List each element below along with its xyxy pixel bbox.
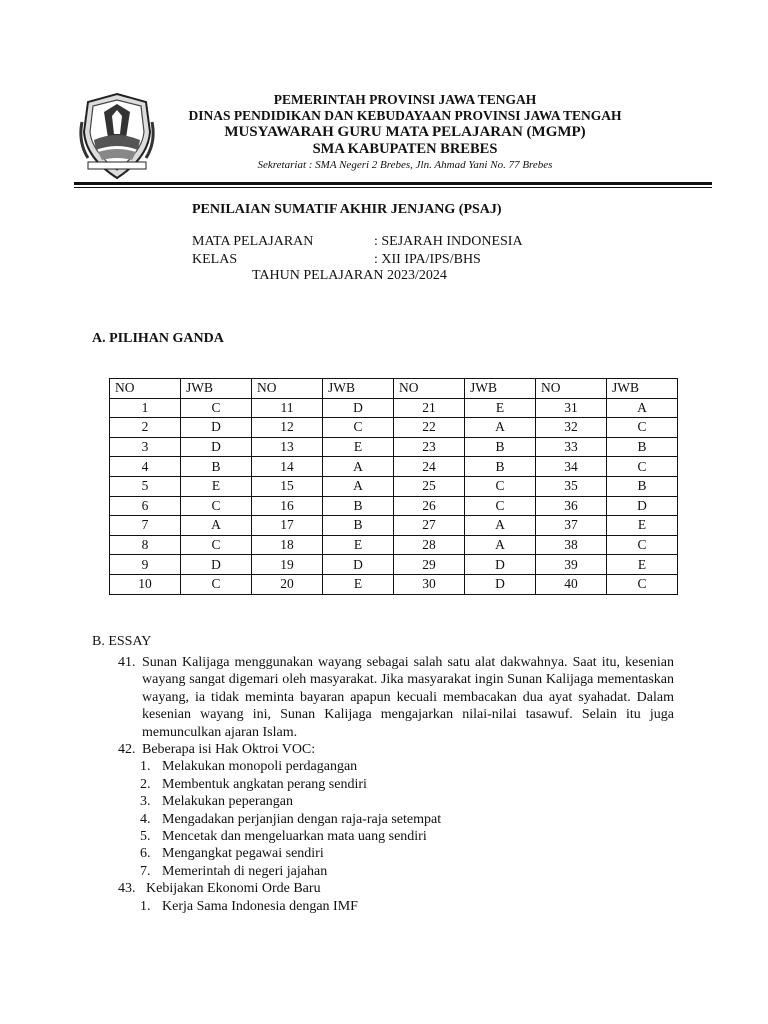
q42-answer-list xyxy=(140,758,674,880)
list-item xyxy=(140,898,674,915)
table-row xyxy=(110,496,678,516)
list-item-number: 1. xyxy=(140,898,151,914)
essay-question-43 xyxy=(118,880,674,897)
question-number-cell: 16 xyxy=(252,496,323,516)
question-number-cell: 20 xyxy=(252,574,323,594)
table-header-cell: JWB xyxy=(323,379,394,399)
question-number-cell: 1 xyxy=(110,398,181,418)
list-item-text: Melakukan monopoli perdagangan xyxy=(162,759,358,775)
answer-cell: A xyxy=(323,457,394,477)
list-item-text: Mengadakan perjanjian dengan raja-raja setempat xyxy=(162,811,442,827)
answer-cell: C xyxy=(181,496,252,516)
question-number-cell: 3 xyxy=(110,437,181,457)
list-item xyxy=(140,776,674,793)
question-number-cell: 17 xyxy=(252,516,323,536)
question-number-cell: 19 xyxy=(252,555,323,575)
question-number-cell: 36 xyxy=(536,496,607,516)
table-header-cell: NO xyxy=(536,379,607,399)
question-number-cell: 13 xyxy=(252,437,323,457)
answer-cell: D xyxy=(323,398,394,418)
table-row xyxy=(110,398,678,418)
list-item-number: 3. xyxy=(140,794,151,810)
header-line-department: DINAS PENDIDIKAN DAN KEBUDAYAAN PROVINSI JAWA TENGAH xyxy=(188,108,622,123)
header-line-mgmp: MUSYAWARAH GURU MATA PELAJARAN (MGMP) xyxy=(224,124,586,140)
q43-answer-list xyxy=(140,898,674,915)
section-b-heading: B. ESSAY xyxy=(92,634,152,649)
answer-cell: A xyxy=(465,418,536,438)
answer-cell: B xyxy=(323,496,394,516)
answer-cell: A xyxy=(323,476,394,496)
question-number-cell: 31 xyxy=(536,398,607,418)
answer-cell: C xyxy=(181,398,252,418)
question-answer-text: Beberapa isi Hak Oktroi VOC: xyxy=(142,742,316,758)
question-number-cell: 6 xyxy=(110,496,181,516)
list-item xyxy=(140,811,674,828)
document-title: PENILAIAN SUMATIF AKHIR JENJANG (PSAJ) xyxy=(192,202,502,217)
question-number-cell: 38 xyxy=(536,535,607,555)
answer-cell: C xyxy=(181,535,252,555)
table-header-cell: NO xyxy=(394,379,465,399)
question-number-cell: 28 xyxy=(394,535,465,555)
table-row xyxy=(110,437,678,457)
list-item-number: 1. xyxy=(140,759,151,775)
answer-cell: A xyxy=(607,398,678,418)
answer-cell: C xyxy=(607,574,678,594)
question-answer-text: Kebijakan Ekonomi Orde Baru xyxy=(146,881,321,897)
question-number-cell: 12 xyxy=(252,418,323,438)
question-number-cell: 2 xyxy=(110,418,181,438)
header-line-government: PEMERINTAH PROVINSI JAWA TENGAH xyxy=(273,92,537,107)
answer-cell: C xyxy=(465,476,536,496)
table-row xyxy=(110,535,678,555)
table-header-cell: JWB xyxy=(181,379,252,399)
header-line-district: SMA KABUPATEN BREBES xyxy=(312,141,498,157)
answer-cell: D xyxy=(465,555,536,575)
jawa-tengah-crest-logo xyxy=(76,92,158,182)
answer-key-body xyxy=(110,398,678,594)
answer-cell: C xyxy=(607,418,678,438)
list-item-text: Melakukan peperangan xyxy=(162,794,293,810)
question-number-cell: 37 xyxy=(536,516,607,536)
table-header-cell: JWB xyxy=(465,379,536,399)
question-number-cell: 34 xyxy=(536,457,607,477)
answer-cell: E xyxy=(181,476,252,496)
class-label: KELAS xyxy=(192,252,238,267)
list-item-number: 2. xyxy=(140,776,151,792)
answer-cell: E xyxy=(323,535,394,555)
answer-cell: C xyxy=(323,418,394,438)
question-number-cell: 7 xyxy=(110,516,181,536)
list-item-number: 5. xyxy=(140,829,151,845)
answer-cell: D xyxy=(181,437,252,457)
list-item-number: 6. xyxy=(140,846,151,862)
question-number-cell: 14 xyxy=(252,457,323,477)
answer-key-table xyxy=(109,378,678,595)
question-number-cell: 29 xyxy=(394,555,465,575)
question-number-cell: 5 xyxy=(110,476,181,496)
list-item-number: 7. xyxy=(140,863,151,879)
list-item-number: 4. xyxy=(140,811,151,827)
question-number-cell: 4 xyxy=(110,457,181,477)
answer-cell: D xyxy=(323,555,394,575)
answer-cell: A xyxy=(181,516,252,536)
table-header-cell: NO xyxy=(110,379,181,399)
essay-question-42 xyxy=(118,741,674,758)
question-number-cell: 10 xyxy=(110,574,181,594)
answer-cell: E xyxy=(607,516,678,536)
table-header-cell: JWB xyxy=(607,379,678,399)
list-item xyxy=(140,845,674,862)
answer-cell: C xyxy=(465,496,536,516)
question-number-cell: 35 xyxy=(536,476,607,496)
answer-cell: B xyxy=(181,457,252,477)
question-number-cell: 24 xyxy=(394,457,465,477)
table-header-cell: NO xyxy=(252,379,323,399)
question-number-cell: 30 xyxy=(394,574,465,594)
answer-cell: A xyxy=(465,535,536,555)
answer-cell: E xyxy=(323,574,394,594)
question-number-cell: 11 xyxy=(252,398,323,418)
answer-cell: E xyxy=(323,437,394,457)
question-number-cell: 15 xyxy=(252,476,323,496)
list-item xyxy=(140,793,674,810)
list-item xyxy=(140,828,674,845)
essay-question-41 xyxy=(118,654,674,741)
table-row xyxy=(110,418,678,438)
table-row xyxy=(110,555,678,575)
question-number-cell: 22 xyxy=(394,418,465,438)
question-number: 41. xyxy=(118,655,136,670)
answer-cell: C xyxy=(181,574,252,594)
answer-cell: E xyxy=(607,555,678,575)
answer-cell: C xyxy=(607,535,678,555)
class-value: : XII IPA/IPS/BHS xyxy=(374,252,481,267)
essay-section xyxy=(118,654,674,915)
question-number-cell: 25 xyxy=(394,476,465,496)
answer-cell: C xyxy=(607,457,678,477)
question-number-cell: 26 xyxy=(394,496,465,516)
answer-cell: B xyxy=(465,457,536,477)
question-number-cell: 39 xyxy=(536,555,607,575)
answer-cell: D xyxy=(181,555,252,575)
subject-label: MATA PELAJARAN xyxy=(192,234,314,249)
question-number-cell: 33 xyxy=(536,437,607,457)
table-row xyxy=(110,516,678,536)
question-number-cell: 21 xyxy=(394,398,465,418)
table-header-row xyxy=(110,379,678,399)
table-row xyxy=(110,457,678,477)
question-number-cell: 32 xyxy=(536,418,607,438)
question-answer-text: Sunan Kalijaga menggunakan wayang sebagai salah satu alat dakwahnya. Saat itu, kesenian wayang sangat digemari oleh masyarakat. Jika masyarakat ingin Sunan Kalijaga mementaskan wayang, ia tidak meminta bayaran apapun kecuali membacakan dua ayat syahadat. Dalam kesenian wayang ini, Sunan Kalijaga mengajarkan nilai-nilai tasawuf. Selain itu juga memunculkan ajaran Islam. xyxy=(142,655,674,740)
table-row xyxy=(110,476,678,496)
list-item-text: Mencetak dan mengeluarkan mata uang sendiri xyxy=(162,829,427,845)
question-number-cell: 27 xyxy=(394,516,465,536)
answer-cell: D xyxy=(607,496,678,516)
question-number-cell: 23 xyxy=(394,437,465,457)
question-number-cell: 18 xyxy=(252,535,323,555)
answer-cell: B xyxy=(323,516,394,536)
question-number: 43. xyxy=(118,881,136,897)
subject-value: : SEJARAH INDONESIA xyxy=(374,234,523,249)
answer-cell: D xyxy=(465,574,536,594)
list-item-text: Membentuk angkatan perang sendiri xyxy=(162,776,367,792)
question-number-cell: 9 xyxy=(110,555,181,575)
answer-cell: A xyxy=(465,516,536,536)
answer-cell: B xyxy=(465,437,536,457)
list-item xyxy=(140,863,674,880)
list-item-text: Memerintah di negeri jajahan xyxy=(162,863,328,879)
section-a-heading: A. PILIHAN GANDA xyxy=(92,331,224,346)
list-item-text: Kerja Sama Indonesia dengan IMF xyxy=(162,898,358,914)
list-item xyxy=(140,758,674,775)
header-thin-rule xyxy=(74,187,712,188)
answer-cell: E xyxy=(465,398,536,418)
question-number-cell: 8 xyxy=(110,535,181,555)
header-line-secretariat: Sekretariat : SMA Negeri 2 Brebes, Jln. Ahmad Yani No. 77 Brebes xyxy=(257,159,553,171)
answer-cell: B xyxy=(607,476,678,496)
table-row xyxy=(110,574,678,594)
question-number: 42. xyxy=(118,742,136,758)
answer-cell: B xyxy=(607,437,678,457)
academic-year: TAHUN PELAJARAN 2023/2024 xyxy=(252,268,447,283)
question-number-cell: 40 xyxy=(536,574,607,594)
answer-cell: D xyxy=(181,418,252,438)
list-item-text: Mengangkat pegawai sendiri xyxy=(162,846,324,862)
header-thick-rule xyxy=(74,182,712,185)
